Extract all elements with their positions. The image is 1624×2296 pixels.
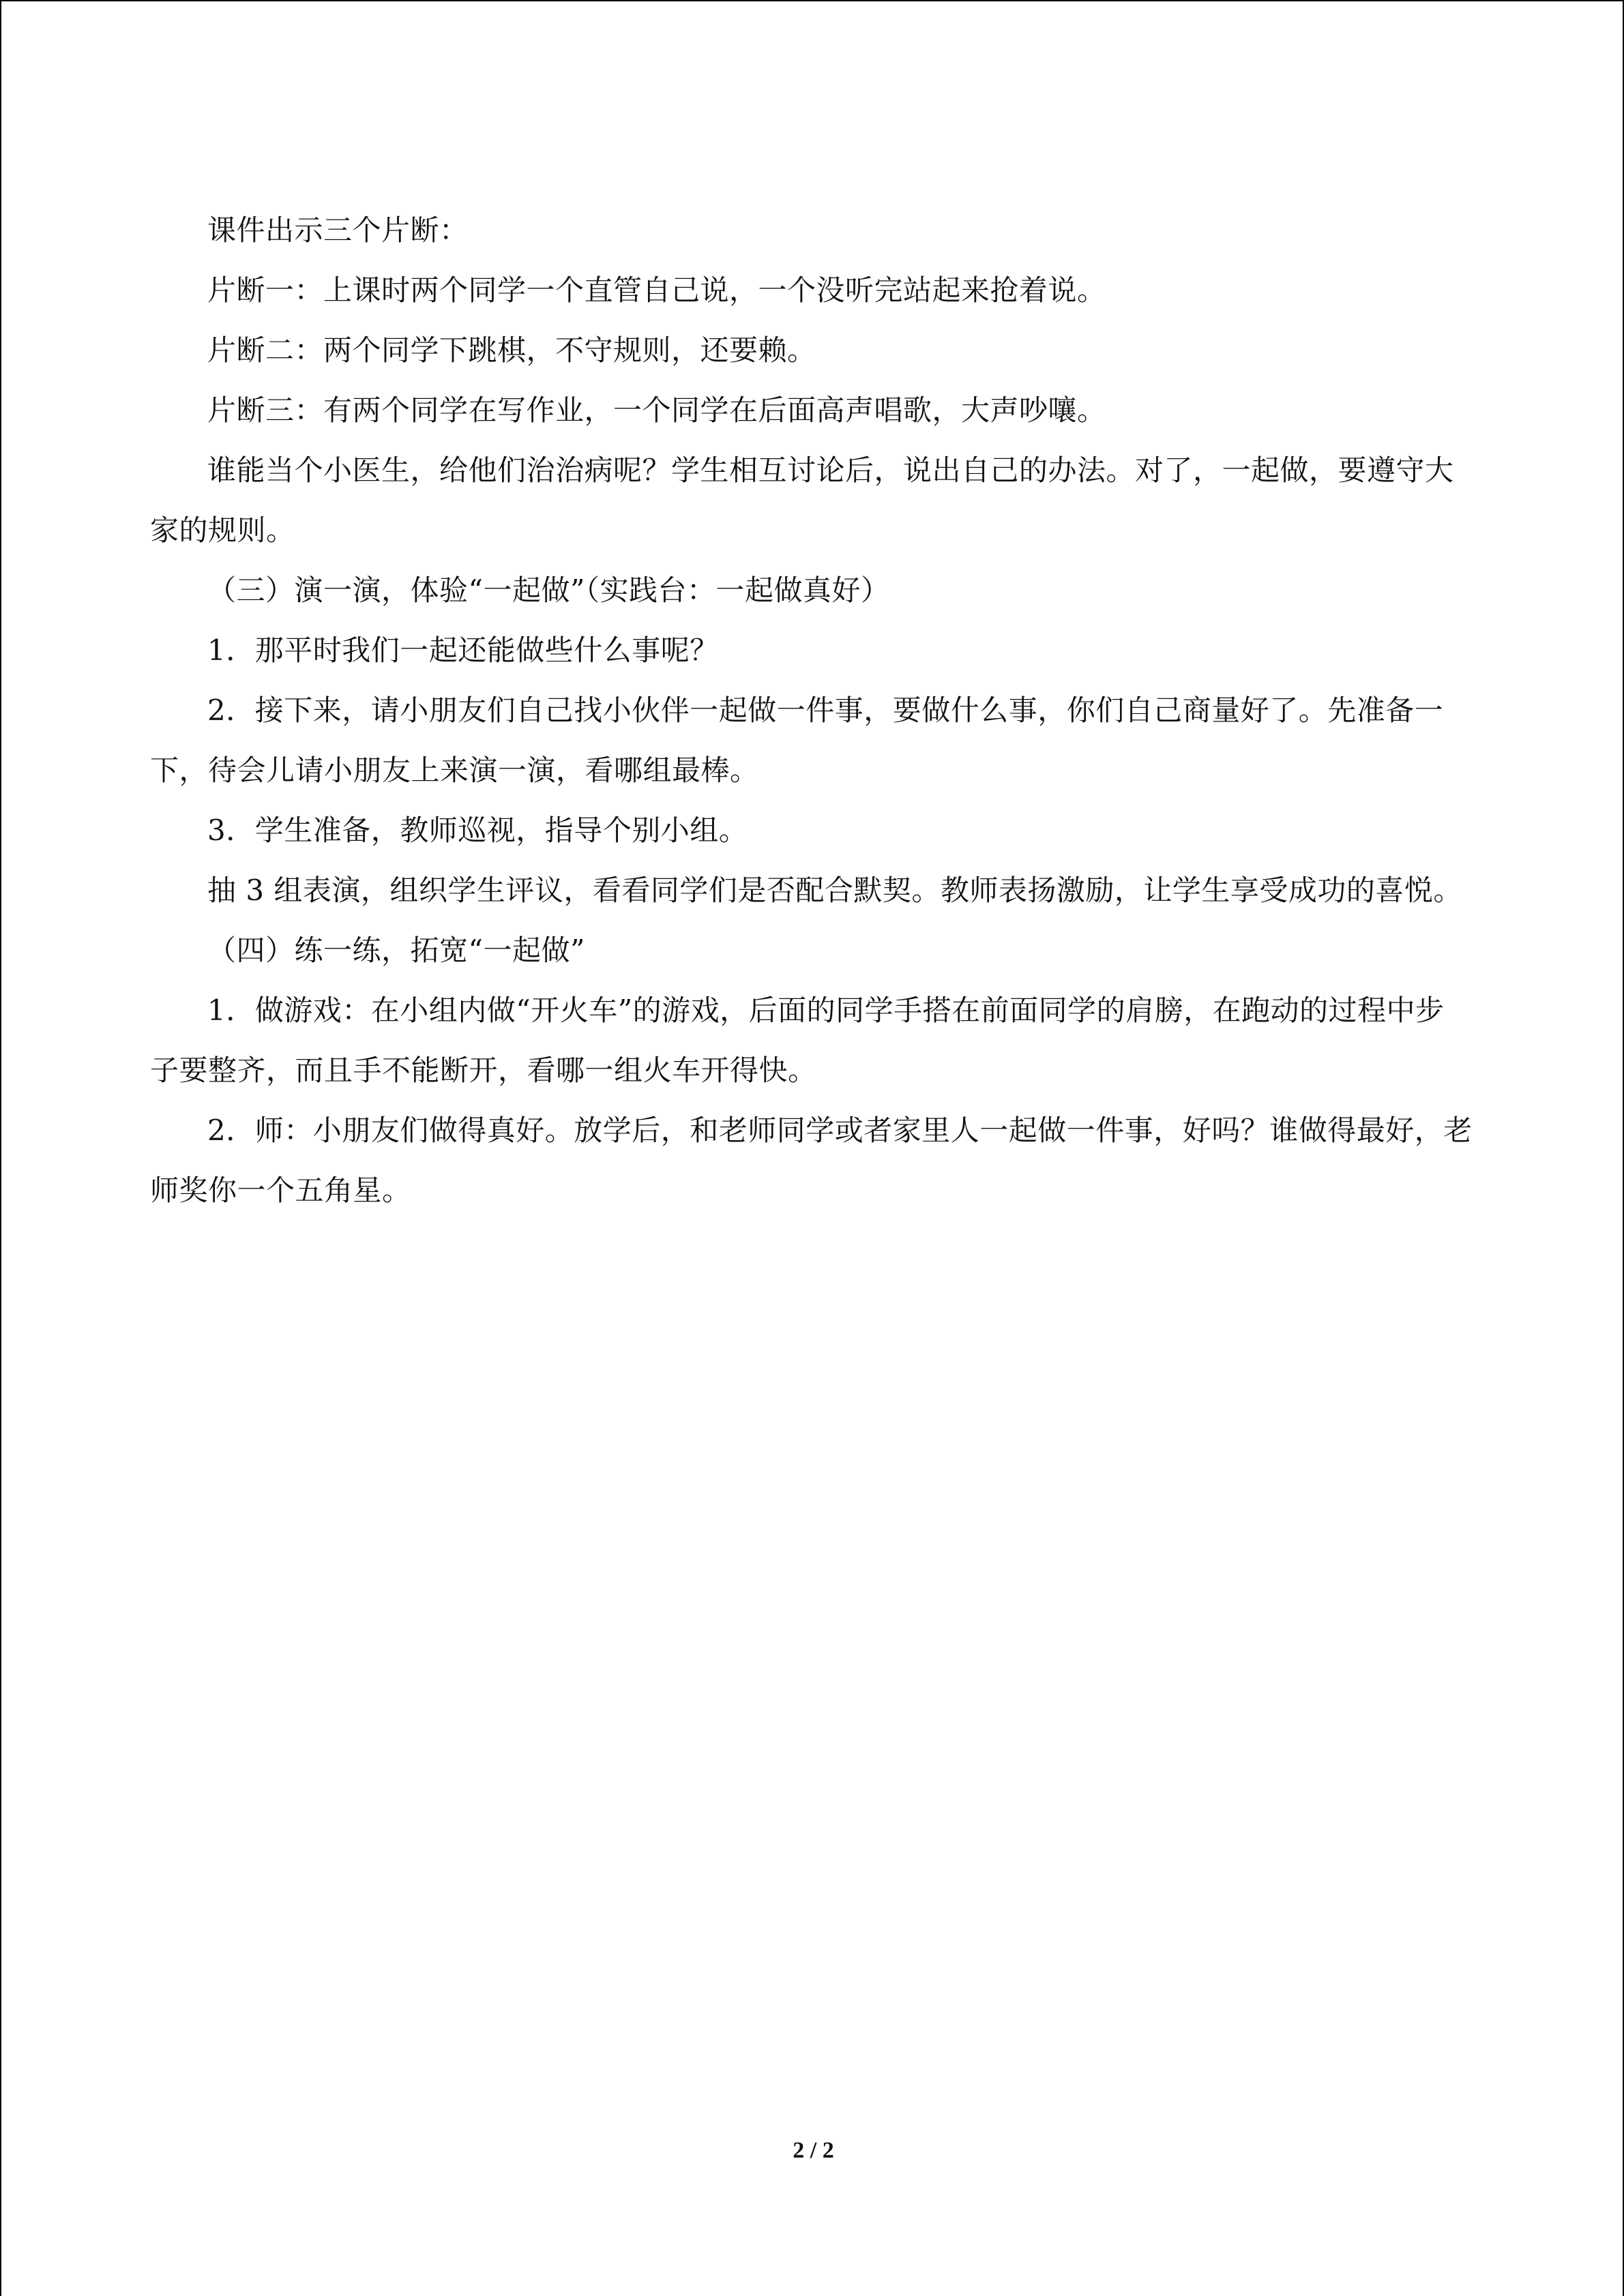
paragraph: 片断一：上课时两个同学一个直管自己说，一个没听完站起来抢着说。 <box>207 273 1106 307</box>
paragraph: 课件出示三个片断： <box>207 213 469 247</box>
paragraph: 1．那平时我们一起还能做些什么事呢？ <box>207 633 719 667</box>
paragraph: 1．做游戏：在小组内做“开火车”的游戏，后面的同学手搭在前面同学的肩膀，在跑动的过程中步子要整齐，而且手不能断开，看哪一组火车开得快。 <box>150 994 1445 1087</box>
document-body <box>150 200 1473 1221</box>
paragraph: 片断三：有两个同学在写作业，一个同学在后面高声唱歌，大声吵嚷。 <box>207 393 1106 427</box>
paragraph: 3．学生准备，教师巡视，指导个别小组。 <box>207 814 748 847</box>
paragraph: 片断二：两个同学下跳棋，不守规则，还要赖。 <box>207 333 816 367</box>
page-number: 2 / 2 <box>793 2138 834 2163</box>
paragraph: 2．接下来，请小朋友们自己找小伙伴一起做一件事，要做什么事，你们自己商量好了。先准备一下，待会儿请小朋友上来演一演，看哪组最棒。 <box>150 694 1444 787</box>
paragraph: 谁能当个小医生，给他们治治病呢？学生相互讨论后，说出自己的办法。对了，一起做，要遵守大家的规则。 <box>150 453 1454 547</box>
section-heading: （四）练一练，拓宽“一起做” <box>207 934 585 967</box>
paragraph: 抽 3 组表演，组织学生评议，看看同学们是否配合默契。教师表扬激励，让学生享受成功的喜悦。 <box>207 874 1462 907</box>
section-heading: （三）演一演，体验“一起做”（实践台：一起做真好） <box>207 573 890 607</box>
paragraph: 2．师：小朋友们做得真好。放学后，和老师同学或者家里人一起做一件事，好吗？谁做得最好，老师奖你一个五角星。 <box>150 1114 1473 1207</box>
